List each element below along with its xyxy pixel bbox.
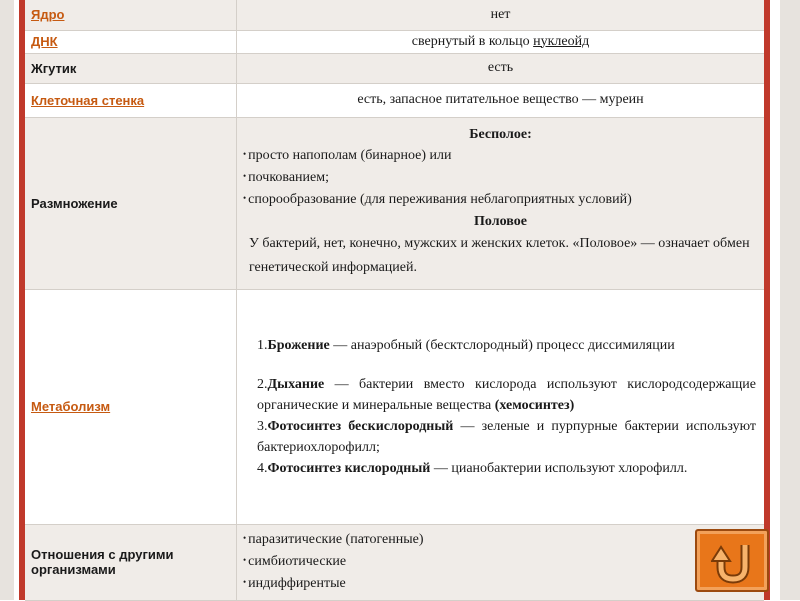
list-item: • спорообразование (для переживания неблагоприятных условий) [243, 189, 758, 211]
relations-label-line2: организмами [31, 562, 116, 577]
return-arrow-icon [711, 539, 757, 585]
dna-value [237, 30, 765, 53]
bacteria-characteristics-table [25, 0, 764, 601]
list-item: • почкованием; [243, 167, 758, 189]
sexual-heading: Половое [474, 214, 527, 229]
return-button[interactable] [695, 529, 769, 592]
list-item [257, 374, 756, 416]
table-row-dna [25, 30, 764, 53]
item-term: Брожение [267, 337, 330, 353]
flagellum-value: есть [237, 53, 765, 83]
relations-label-line1: Отношения с другими [31, 547, 174, 562]
list-item: • симбиотические [243, 551, 758, 573]
list-item: • паразитические (патогенные) [243, 529, 758, 551]
dna-link[interactable]: ДНК [25, 30, 237, 53]
metabolism-link[interactable]: Метаболизм [25, 289, 237, 524]
item-term: Фотосинтез бескислородный [267, 418, 454, 434]
list-item: • просто напополам (бинарное) или [243, 145, 758, 167]
item-number: 2. [257, 376, 268, 392]
table-row-flagellum [25, 53, 764, 83]
table-row-relations [25, 524, 764, 600]
table-row-nucleus [25, 0, 764, 30]
flagellum-label: Жгутик [25, 53, 237, 83]
dna-value-text: свернутый в кольцо [411, 33, 534, 49]
item-term: Дыхание [267, 376, 325, 392]
nucleus-value: нет [237, 0, 765, 30]
item-text: — анаэробный (бесктслородный) процесс диссимиляции [329, 337, 675, 353]
reproduction-value [237, 117, 765, 289]
item-number: 4. [257, 460, 268, 476]
item-text: — бактерии вместо кислорода используют кислородсодержащие органические и минеральные вещества [257, 376, 756, 413]
table-row-reproduction [25, 117, 764, 289]
item-number: 1. [257, 337, 268, 353]
list-item [257, 335, 756, 356]
cell-wall-link[interactable]: Клеточная стенка [25, 83, 237, 117]
cell-wall-value: есть, запасное питательное вещество — муреин [237, 83, 765, 117]
list-item [257, 416, 756, 458]
sexual-text: У бактерий, нет, конечно, мужских и женских клеток. «Половое» — означает обмен генетической информацией. [249, 236, 750, 275]
reproduction-label: Размножение [25, 117, 237, 289]
list-item [257, 458, 756, 479]
item-text: — цианобактерии используют хлорофилл. [430, 460, 688, 476]
table-row-cell-wall [25, 83, 764, 117]
list-item: • индиффирентые [243, 573, 758, 595]
nucleoid-link[interactable]: нуклеойд [533, 33, 590, 49]
relations-label [25, 524, 237, 600]
asexual-heading: Бесполое: [469, 127, 532, 142]
metabolism-value [237, 289, 765, 524]
nucleus-link[interactable]: Ядро [25, 0, 237, 30]
table-row-metabolism [25, 289, 764, 524]
metabolism-list [243, 335, 756, 479]
item-term: Фотосинтез кислородный [267, 460, 431, 476]
right-accent-line [764, 0, 770, 600]
item-text: — зеленые и пурпурные бактерии используют бактериохлорофилл; [257, 418, 756, 455]
relations-value [237, 524, 765, 600]
item-extra: (хемосинтез) [494, 397, 575, 413]
item-number: 3. [257, 418, 268, 434]
